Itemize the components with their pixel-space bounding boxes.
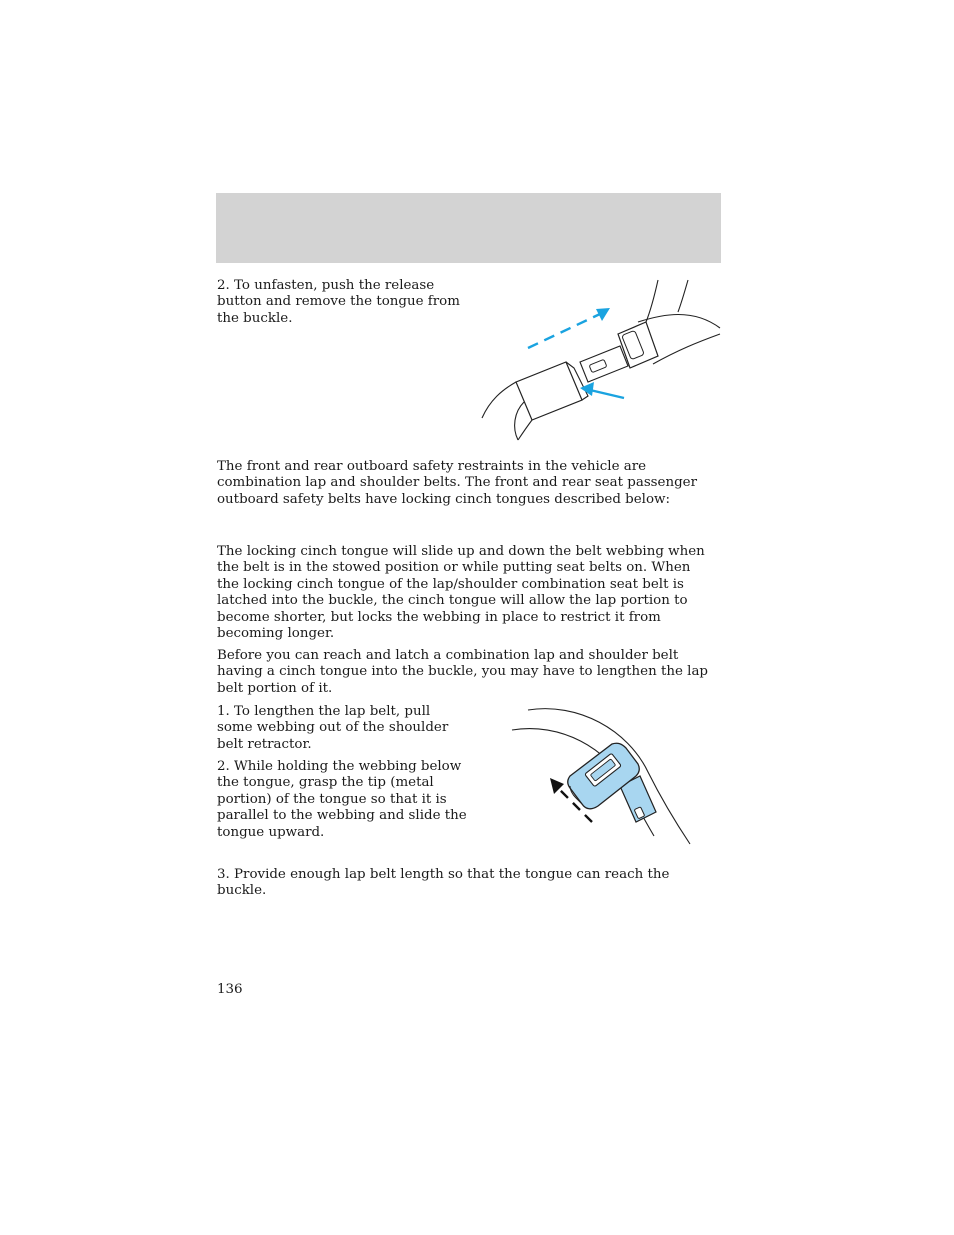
text-line: 1. To lengthen the lap belt, pull [217,704,431,719]
text-line: buckle. [217,883,267,899]
text-line: 2. While holding the webbing below [217,759,462,774]
text-line: The front and rear outboard safety restraints in the vehicle are [217,459,647,474]
text-line: becoming longer. [217,626,335,642]
cinch-tongue-illustration [508,702,698,852]
text-line: having a cinch tongue into the buckle, you may have to lengthen the lap [217,664,709,680]
text-line: the buckle. [217,310,293,326]
text-line: 2. To unfasten, push the release [217,278,435,293]
text-line: button and remove the tongue from [217,294,460,310]
text-line: belt retractor. [217,736,312,752]
lengthen-step-2 [217,759,467,841]
text-line: belt portion of it. [217,680,333,696]
text-line: tongue upward. [217,824,325,840]
unfasten-instruction [217,278,460,327]
text-line: Before you can reach and latch a combination lap and shoulder belt [217,648,679,663]
section-header-band [216,193,721,263]
text-line: 3. Provide enough lap belt length so that the tongue can reach the [217,867,670,882]
text-line: combination lap and shoulder belts. The front and rear seat passenger [217,475,698,491]
page-number: 136 [217,982,243,997]
intro-paragraph [217,459,697,508]
text-line: outboard safety belts have locking cinch tongues described below: [217,491,670,507]
text-line: latched into the buckle, the cinch tongue will allow the lap portion to [217,593,688,609]
text-line: The locking cinch tongue will slide up and down the belt webbing when [217,544,705,559]
text-line: the locking cinch tongue of the lap/shoulder combination seat belt is [217,576,684,592]
cinch-tongue-paragraph [217,544,705,642]
text-line: parallel to the webbing and slide the [217,808,467,824]
text-line: become shorter, but locks the webbing in place to restrict it from [217,609,661,625]
unfasten-buckle-illustration [478,278,724,446]
text-line: the belt is in the stowed position or while putting seat belts on. When [217,560,691,576]
text-line: some webbing out of the shoulder [217,720,449,736]
before-latch-paragraph [217,648,708,697]
lengthen-step-1 [217,704,448,753]
text-line: the tongue, grasp the tip (metal [217,775,434,791]
lengthen-step-3 [217,867,669,900]
text-line: portion) of the tongue so that it is [217,791,447,807]
